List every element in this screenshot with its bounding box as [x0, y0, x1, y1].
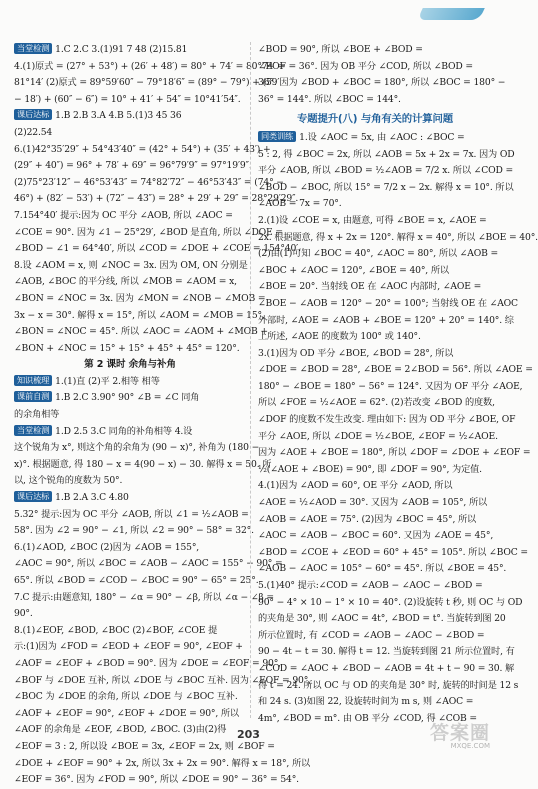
answer-line [258, 59, 492, 76]
answer-text: ∠AOB = 7x = 70°. [258, 198, 342, 210]
answer-text: 1.B 2.A 3.C 4.80 [55, 492, 129, 504]
answer-line [14, 158, 252, 175]
answer-line [258, 661, 515, 678]
answer-line [14, 424, 246, 441]
answer-text: 5 : 2, 得 ∠BOC = 2x, 所以 ∠AOB = 5x + 2x = 7x. 因为 OD [258, 148, 515, 160]
answer-text: ∠EOF = 36°. 因为 OB 平分 ∠COD, 所以 ∠BOD = [258, 60, 473, 72]
answer-line [258, 346, 492, 363]
answer-text: 90°. [14, 608, 33, 620]
answer-text: ∠BON = ∠NOC = 45°. 所以 ∠AOC = ∠AOM + ∠MOB + [14, 326, 268, 338]
answer-text: 6.(1)∠AOD, ∠BOC (2)因为 ∠AOB = 155°, [14, 541, 200, 553]
answer-line [14, 390, 246, 407]
section-tag: 知识梳理 [14, 375, 52, 386]
answer-line [14, 722, 246, 739]
answer-line [14, 241, 301, 258]
answer-text: 90 − 4t − t = 30. 解得 t = 12. 当旋转到图 21 所示位置时, 有 [258, 646, 515, 658]
answer-text: ∠AOB = ∠AOE = 75°. (2)因为 ∠BOC = 45°, 所以 [258, 513, 477, 525]
answer-line [258, 379, 523, 396]
answer-text: ∠EOF = 36°. 因为 ∠FOD = 90°, 所以 ∠DOE = 90° − 36° = 54°. [14, 774, 299, 786]
answer-text: x)°. 根据题意, 得 180 − x = 4(90 − x) − 30. 解得 x = 50. 所 [14, 458, 272, 470]
answer-line [258, 478, 492, 495]
answer-text: ∠AOF 的余角是 ∠EOF, ∠BOD, ∠BOC. (3)由(2)得 [14, 724, 227, 736]
section-heading: 第 2 课时 余角与补角 [84, 359, 176, 371]
answer-text: 所以 ∠FOE = ½∠AOE = 62°. (2)若改变 ∠BOD 的度数, [258, 397, 495, 409]
answer-line [14, 573, 259, 590]
answer-text: 8.设 ∠AOM = x, 则 ∠NOC = 3x. 因为 OM, ON 分别是 [14, 259, 248, 271]
answer-line [14, 772, 299, 789]
section-tag: 当堂检测 [14, 425, 52, 436]
answer-text: ∠AOC = ∠AOB − ∠BOC = 60°. 又因为 ∠AOE = 45°, [258, 530, 494, 542]
answer-line [14, 142, 271, 159]
answer-text: 因为 ∠AOE + ∠BOE = 180°, 所以 ∠DOF = ∠DOE + ∠EOF = [258, 447, 531, 459]
answer-line [258, 644, 515, 661]
answer-text: 的夹角是 30°, 则 ∠AOC = 4t°, ∠BOD = t°. 当旋转到图 20 [258, 613, 506, 625]
answer-text: 以, 这个锐角的度数为 50°. [14, 475, 123, 487]
answer-text: ∠AOB, ∠BOC 的平分线, 所以 ∠MOB = ∠AOM = x, [14, 276, 237, 288]
answer-line [258, 130, 492, 147]
answer-text: 7.154°40′ 提示:因为 OC 平分 ∠AOB, 所以 ∠AOC = [14, 209, 233, 221]
answer-line [258, 213, 492, 230]
answer-line [14, 523, 254, 540]
answer-text: 81°14′ (2)原式 = 89°59′60″ − 79°18′6″ = (89° − 79°) + (59′ [14, 77, 280, 89]
answer-text: 所示位置时, 有 ∠COD = ∠AOB − ∠AOC − ∠BOD = [258, 629, 485, 641]
answer-text: ∠BOE − ∠AOB = 120° − 20° = 100°; 当射线 OE 在 ∠AOC [258, 297, 518, 309]
answer-text: ∠AOF + ∠EOF = 90°, ∠EOF + ∠DOE = 90°, 所以 [14, 707, 239, 719]
answer-text: ∠BOE = 20°. 当射线 OE 在 ∠AOC 内部时, ∠AOE = [258, 281, 482, 293]
answer-line [258, 42, 492, 59]
answer-text: 外部时, ∠AOE = ∠AOB + ∠BOE = 120° + 20° = 140°. 综 [258, 314, 514, 326]
answer-line [258, 512, 492, 529]
answer-line [14, 490, 246, 507]
answer-text: ∠BOD − ∠BOC, 所以 15° = 7/2 x − 2x. 解得 x = 10°. 所以 [258, 181, 514, 193]
section-tag: 课后达标 [14, 491, 52, 502]
topic-heading: 专题提升(八) 与角有关的计算问题 [296, 113, 454, 126]
answer-line [14, 556, 283, 573]
answer-line [14, 59, 286, 76]
watermark-logo: 答案圈 [429, 722, 490, 744]
answer-text: ∠COD = ∠AOC + ∠BOD − ∠AOB = 4t + t − 90 = 30. 解 [258, 662, 515, 674]
answer-text: (2)22.54 [14, 126, 53, 138]
answer-text: ∠BOD = ∠COE + ∠EOD = 60° + 45° = 105°. 所以 ∠BOC = [258, 546, 528, 558]
answer-line [14, 125, 246, 142]
section-tag: 同类训练 [258, 131, 296, 142]
answer-text: 4.(1)因为 ∠AOD = 60°, OE 平分 ∠AOD, 所以 [258, 480, 453, 492]
answer-line [14, 225, 283, 242]
answer-line [258, 678, 519, 695]
answer-line [14, 208, 246, 225]
answer-line [258, 362, 533, 379]
column-divider [250, 42, 251, 718]
answer-text: ∠EOF = 3 : 2, 所以设 ∠BOE = 3x, ∠EOF = 2x, 则 ∠BOF = [14, 740, 275, 752]
answer-text: (2)由(1)可知 ∠BOC = 40°, ∠AOC = 80°, 所以 ∠AOB = [258, 248, 498, 260]
answer-line [258, 611, 506, 628]
answer-text: (2)75°23′12″ − 46°53′43″ = 74°82′72″ − 46°53′43″ = (74° − [14, 176, 284, 188]
answer-text: 36° = 144°. 所以 ∠BOC = 144°. [258, 93, 401, 105]
answer-text: 平分 ∠AOE, 所以 ∠DOE = ½∠BOE, ∠EOF = ½∠AOE. [258, 430, 498, 442]
answer-line [14, 540, 246, 557]
answer-line [14, 374, 246, 391]
page-number: 203 [237, 728, 260, 741]
answer-line [14, 175, 284, 192]
answer-text: ∠DOF 的度数不发生改变. 理由如下: 因为 OD 平分 ∠BOE, OF [258, 414, 516, 426]
answer-text: ∠BOF 与 ∠DOE 互补, 所以 ∠DOE 与 ∠BOC 互补. 因为 ∠EOF = 90°, [14, 674, 311, 686]
answer-text: 2.(1)设 ∠COE = x, 由题意, 可得 ∠BOE = x, ∠AOE = [258, 214, 487, 226]
answer-line [14, 291, 266, 308]
section-tag: 课后达标 [14, 109, 52, 120]
answer-text: 58°. 因为 ∠2 = 90° − ∠1, 所以 ∠2 = 90° − 58° = 32°. [14, 525, 254, 537]
answer-line [258, 628, 492, 645]
answer-text: 8.(1)∠EOF, ∠BOD, ∠BOC (2)∠BOF, ∠COE 提 [14, 624, 218, 636]
answer-text: 65°. 所以 ∠BOD = ∠COD − ∠BOC = 90° − 65° = 25°. [14, 575, 259, 586]
answer-text: ∠DOE + ∠EOF = 90° + 2x, 所以 3x + 2x = 90°. 解得 x = 18°, 所以 [14, 757, 311, 769]
answer-text: ½(∠AOE + ∠BOE) = 90°, 即 ∠DOF = 90°, 为定值. [258, 463, 482, 475]
answer-line [258, 412, 516, 429]
answer-line [258, 578, 492, 595]
answer-line [14, 324, 268, 341]
answer-text: 示:(1)因为 ∠FOD = ∠EOD + ∠EOF = 90°, ∠EOF + [14, 641, 243, 653]
answer-line [14, 739, 275, 756]
answer-text: 上所述, ∠AOE 的度数为 100° 或 140°. [258, 331, 421, 343]
corner-decoration [417, 8, 485, 20]
answer-text: 2x. 根据题意, 得 x + 2x = 120°. 解得 x = 40°, 所以 ∠BOE = 40°. [258, 231, 538, 243]
answer-line [258, 329, 492, 346]
answer-text: ∠BON = ∠NOC = 3x. 因为 ∠MON = ∠NOB − ∠MOB = [14, 292, 266, 304]
answer-text: 1.(1)直 (2)平 2.相等 相等 [55, 375, 160, 387]
answer-line [258, 595, 523, 612]
answer-text: 5.(1)40° 提示:∠COD = ∠AOB − ∠AOC − ∠BOD = [258, 580, 483, 591]
answer-line [258, 395, 495, 412]
answer-line [14, 689, 246, 706]
answer-text: (29″ + 40″) = 96° + 78′ + 69″ = 96°79′9″ = 97°19′9″. [14, 160, 252, 172]
right-column [258, 42, 538, 727]
answer-line [14, 706, 246, 723]
answer-line [258, 163, 513, 180]
answer-line [258, 429, 498, 446]
section-tag: 课前自测 [14, 391, 52, 402]
answer-text: 的余角相等 [14, 409, 60, 421]
answer-line [14, 274, 246, 291]
answer-text: 6.(1)42°35′29″ + 54°43′40″ = (42° + 54°) + (35′ + 43′) + [14, 143, 271, 155]
answer-text: 1.B 2.C 3.90° 90° ∠B = ∠C 同角 [55, 392, 200, 404]
answer-line [14, 590, 274, 607]
answer-text: ∠BOD = 90°, 所以 ∠BOE + ∠BOD = [258, 44, 423, 55]
answer-line [14, 108, 246, 125]
answer-line [258, 180, 514, 197]
answer-line [14, 92, 246, 109]
answer-line [14, 191, 299, 208]
answer-text: 得 t = 24. 所以 OC 与 OD 的夹角是 30° 时, 旋转的时间是 12 s [258, 679, 519, 691]
answer-text: ∠DOE = ∠BOD = 28°, ∠BOE = 2∠BOD = 56°. 所以 ∠AOE = [258, 364, 533, 376]
answer-text: ∠AOF = ∠EOF + ∠BOD = 90°. 因为 ∠DOE = ∠EOF = 90°, [14, 657, 281, 669]
answer-text: 4.(1)原式 = (27° + 53°) + (26′ + 48′) = 80° + 74′ = 80°74′ = [14, 60, 286, 72]
answer-line [14, 507, 249, 524]
answer-line [14, 639, 246, 656]
answer-text: 5.32° 提示:因为 OC 平分 ∠AOB, 所以 ∠1 = ½∠AOB = [14, 508, 249, 520]
answer-text: 3x − x = 30°. 解得 x = 15°, 所以 ∠AOM = ∠MOB = 15°, [14, 309, 265, 321]
answer-line [14, 457, 272, 474]
answer-line [14, 75, 280, 92]
answer-text: 90° − 4° × 10 − 1° × 10 = 40°. (2)设旋转 t 秒, 则 OC 与 OD [258, 596, 523, 608]
answer-line [14, 42, 246, 59]
answer-line [258, 561, 507, 578]
answer-line [14, 673, 311, 690]
answer-text: ∠AOC = 90°, 所以 ∠BOC = ∠AOB − ∠AOC = 155° − 90° = [14, 558, 283, 570]
answer-line [258, 545, 528, 562]
answer-text: ∠COE = 90°. 因为 ∠1 − 25°29′, ∠BOD 是直角, 所以 ∠DOE = [14, 226, 283, 238]
answer-text: 46°) + (82′ − 53′) + (72″ − 43″) = 28° + 29′ + 29″ = 28°29′29″. [14, 193, 299, 205]
answer-line [14, 656, 281, 673]
answer-line [258, 495, 492, 512]
answer-text: − 18′) + (60″ − 6″) = 10° + 41′ + 54″ = 10°41′54″. [14, 93, 241, 105]
answer-line [258, 462, 492, 479]
answer-line [258, 313, 514, 330]
answer-text: 和 24 s. (3)如图 22, 设旋转时间为 m s, 则 ∠AOC = [258, 696, 474, 708]
answer-text: 3.(1)因为 OD 平分 ∠BOE, ∠BOD = 28°, 所以 [258, 347, 454, 359]
answer-line [258, 230, 538, 247]
answer-line [14, 258, 246, 275]
answer-line [258, 528, 492, 545]
answer-text: 36°. 因为 ∠BOD + ∠BOC = 180°, 所以 ∠BOC = 180° − [258, 77, 506, 89]
answer-text: 1.D 2.5 3.C 同角的补角相等 4.设 [55, 425, 193, 437]
answer-text: 平分 ∠AOB, 所以 ∠BOD = ½∠AOB = 7/2 x. 所以 ∠COD = [258, 165, 513, 177]
answer-line [258, 263, 492, 280]
answer-line [14, 341, 246, 358]
answer-text: 180° − ∠BOE = 180° − 56° = 124°. 又因为 OF 平分 ∠AOE, [258, 380, 523, 392]
answer-line [14, 440, 260, 457]
answer-line [14, 623, 246, 640]
answer-line [14, 756, 311, 773]
answer-text: ∠BOD − ∠1 = 64°40′, 所以 ∠COD = ∠DOE + ∠COE = 154°40′. [14, 243, 301, 255]
answer-line [258, 92, 492, 109]
answer-line [258, 246, 498, 263]
answer-line [258, 445, 531, 462]
answer-line [14, 308, 265, 325]
answer-text: 1.B 2.B 3.A 4.B 5.(1)3 45 36 [55, 110, 182, 122]
answer-text: ∠BOC 为 ∠DOE 的余角, 所以 ∠DOE 与 ∠BOC 互补. [14, 691, 238, 703]
answer-text: 4m°, ∠BOD = m°. 由 OB 平分 ∠COD, 得 ∠COB = [258, 712, 477, 724]
answer-line [258, 196, 492, 213]
section-tag: 当堂检测 [14, 43, 52, 54]
answer-text: 1.设 ∠AOC = 5x, 由 ∠AOC : ∠BOC = [299, 131, 465, 143]
answer-line [258, 279, 492, 296]
answer-text: ∠AOB − ∠AOC = 105° − 60° = 45°. 所以 ∠BOE = 45°. [258, 563, 507, 575]
answer-text: 这个锐角为 x°, 则这个角的余角为 (90 − x)°, 补角为 (180 − [14, 442, 260, 454]
answer-text: 1.C 2.C 3.(1)91 7 48 (2)15.81 [55, 44, 188, 55]
answer-line [14, 606, 246, 623]
answer-line [14, 473, 246, 490]
answer-line [14, 407, 246, 424]
answer-text: 7.C 提示:由题意知, 180° − ∠α = 90° − ∠β, 所以 ∠α − ∠β = [14, 591, 274, 603]
answer-text: ∠BOC + ∠AOC = 120°, ∠BOE = 40°, 所以 [258, 264, 449, 276]
answer-line [258, 694, 492, 711]
answer-text: ∠AOE = ½∠AOD = 30°. 又因为 ∠AOB = 105°, 所以 [258, 497, 488, 509]
answer-line [258, 75, 506, 92]
watermark-url: MXQE.COM [450, 742, 490, 750]
answer-line [258, 296, 518, 313]
answer-line [258, 147, 515, 164]
answer-text: ∠BON + ∠NOC = 15° + 15° + 45° + 45° = 120°. [14, 342, 240, 354]
